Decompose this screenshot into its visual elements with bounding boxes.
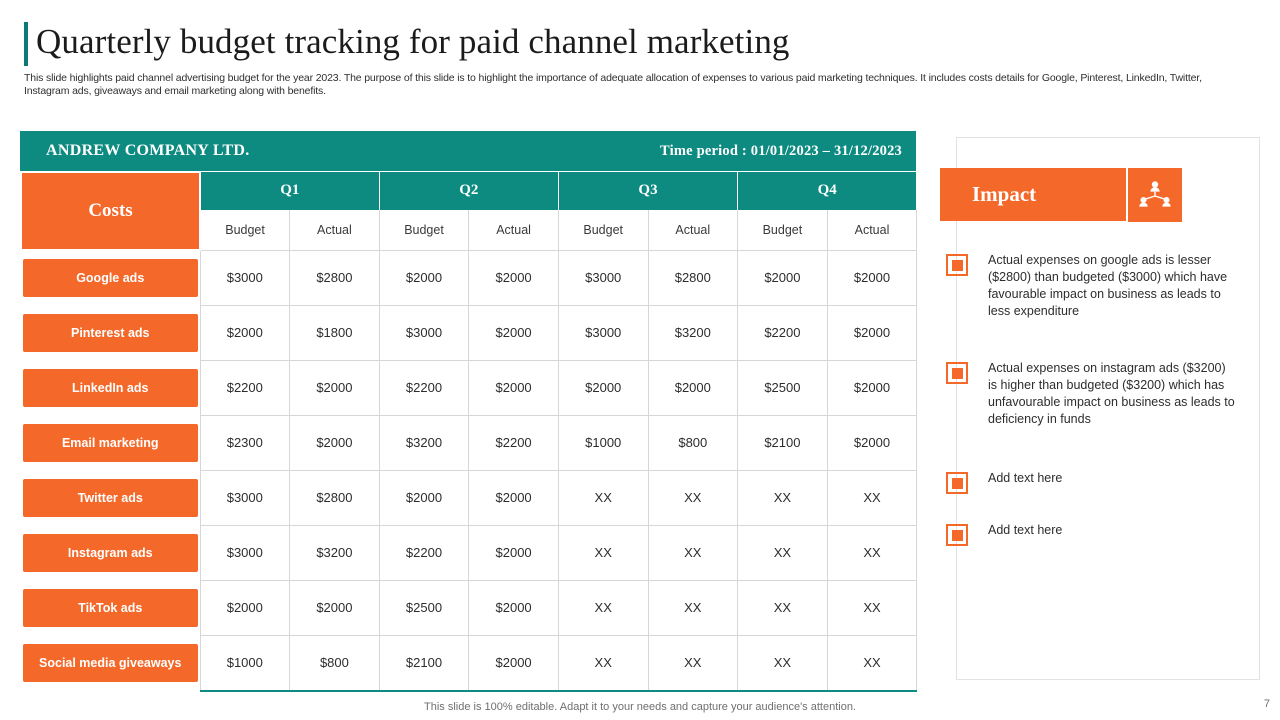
- table-cell: $2000: [648, 360, 738, 415]
- row-label-cell: [21, 360, 200, 415]
- table-cell: XX: [558, 635, 648, 691]
- row-label-cell: [21, 635, 200, 691]
- row-label-google-ads[interactable]: Google ads: [23, 259, 198, 297]
- row-label-instagram-ads[interactable]: Instagram ads: [23, 534, 198, 572]
- subheader-cell: Budget: [558, 210, 648, 250]
- table-cell: $2000: [200, 580, 290, 635]
- table-cell: $2200: [200, 360, 290, 415]
- table-cell: $2000: [379, 250, 469, 305]
- table-cell: XX: [648, 525, 738, 580]
- impact-item-text: Actual expenses on instagram ads ($3200) is higher than budgeted ($3200) which has unfavourable impact on business as leads to deficiency in funds: [988, 361, 1235, 426]
- table-cell: $3000: [558, 305, 648, 360]
- quarter-header-q4: Q4: [738, 172, 917, 210]
- subheader-cell: Budget: [738, 210, 828, 250]
- table-cell: XX: [648, 470, 738, 525]
- table-cell: $2000: [469, 250, 559, 305]
- row-label-cell: [21, 580, 200, 635]
- table-cell: $2200: [379, 360, 469, 415]
- quarter-header-q2: Q2: [379, 172, 558, 210]
- company-name: ANDREW COMPANY LTD.: [46, 142, 250, 159]
- table-cell: $2200: [469, 415, 559, 470]
- bullet-square-icon: [946, 472, 968, 494]
- table-cell: $2000: [827, 250, 917, 305]
- impact-item: [946, 252, 1256, 320]
- table-cell: $3200: [379, 415, 469, 470]
- table-cell: $800: [648, 415, 738, 470]
- table-cell: $1000: [558, 415, 648, 470]
- table-cell: XX: [827, 525, 917, 580]
- table-cell: $2200: [379, 525, 469, 580]
- table-cell: $800: [290, 635, 380, 691]
- network-people-icon: [1126, 166, 1184, 224]
- table-cell: $2000: [469, 360, 559, 415]
- table-cell: $2000: [827, 415, 917, 470]
- impact-list: [946, 252, 1256, 574]
- table-cell: XX: [827, 635, 917, 691]
- table-cell: XX: [648, 635, 738, 691]
- impact-title: Impact: [972, 182, 1037, 206]
- table-cell: XX: [648, 580, 738, 635]
- table-row: [21, 415, 917, 470]
- row-label-linkedin-ads[interactable]: LinkedIn ads: [23, 369, 198, 407]
- subheader-cell: Actual: [648, 210, 738, 250]
- table-cell: $2500: [379, 580, 469, 635]
- quarter-header-q3: Q3: [558, 172, 737, 210]
- impact-header: [940, 168, 1126, 221]
- table-cell: XX: [738, 635, 828, 691]
- row-label-cell: [21, 250, 200, 305]
- table-cell: $3000: [558, 250, 648, 305]
- subheader-cell: Actual: [290, 210, 380, 250]
- company-bar: [20, 131, 916, 171]
- table-cell: XX: [827, 470, 917, 525]
- row-label-email-marketing[interactable]: Email marketing: [23, 424, 198, 462]
- table-row: [21, 525, 917, 580]
- bullet-square-icon: [946, 524, 968, 546]
- table-cell: $2100: [738, 415, 828, 470]
- table-cell: $2000: [469, 635, 559, 691]
- table-cell: $3200: [648, 305, 738, 360]
- table-cell: $2200: [738, 305, 828, 360]
- impact-item: [946, 470, 1256, 494]
- table-cell: XX: [738, 470, 828, 525]
- impact-item-text: Actual expenses on google ads is lesser ($2800) than budgeted ($3000) which have favourable impact on business as leads to less expenditure: [988, 253, 1228, 318]
- subheader-cell: Budget: [379, 210, 469, 250]
- table-cell: $2000: [738, 250, 828, 305]
- table-cell: $2000: [290, 360, 380, 415]
- table-row: [21, 360, 917, 415]
- subheader-cell: Budget: [200, 210, 290, 250]
- table-cell: $2000: [827, 305, 917, 360]
- table-cell: $2000: [290, 415, 380, 470]
- table-cell: XX: [738, 525, 828, 580]
- table-cell: $2000: [469, 470, 559, 525]
- table-cell: $1800: [290, 305, 380, 360]
- table-cell: $2000: [200, 305, 290, 360]
- table-cell: XX: [558, 580, 648, 635]
- impact-item: [946, 522, 1256, 546]
- table-cell: $2500: [738, 360, 828, 415]
- table-cell: $2000: [469, 580, 559, 635]
- subheader-cell: Actual: [469, 210, 559, 250]
- table-cell: $3000: [200, 525, 290, 580]
- row-label-cell: [21, 525, 200, 580]
- bullet-square-icon: [946, 254, 968, 276]
- table-cell: $1000: [200, 635, 290, 691]
- footer-note: This slide is 100% editable. Adapt it to your needs and capture your audience's attention.: [424, 701, 856, 713]
- table-cell: $3000: [379, 305, 469, 360]
- table-row: [21, 305, 917, 360]
- table-cell: $2000: [379, 470, 469, 525]
- impact-item-text: Add text here: [988, 471, 1063, 485]
- table-cell: $2000: [469, 525, 559, 580]
- table-cell: $3000: [200, 250, 290, 305]
- bullet-square-icon: [946, 362, 968, 384]
- page-subtitle: This slide highlights paid channel advertising budget for the year 2023. The purpose of this slide is to highlight the importance of adequate allocation of expenses to various paid marketing techniques. It includes costs details for Google, Pinterest, LinkedIn, Twitter, Instagram ads, giveaways and email marketing along with benefits.: [24, 72, 1202, 97]
- table-cell: $2800: [290, 250, 380, 305]
- subheader-cell: Actual: [827, 210, 917, 250]
- table-cell: XX: [738, 580, 828, 635]
- table-row: [21, 470, 917, 525]
- table-cell: $3200: [290, 525, 380, 580]
- table-cell: $2000: [558, 360, 648, 415]
- row-label-twitter-ads[interactable]: Twitter ads: [23, 479, 198, 517]
- impact-item: [946, 360, 1256, 428]
- table-cell: $3000: [200, 470, 290, 525]
- budget-table-card: [20, 131, 916, 692]
- row-label-pinterest-ads[interactable]: Pinterest ads: [23, 314, 198, 352]
- table-cell: $2300: [200, 415, 290, 470]
- table-cell: $2000: [827, 360, 917, 415]
- table-cell: $2000: [290, 580, 380, 635]
- table-row: [21, 580, 917, 635]
- table-row: [21, 250, 917, 305]
- row-label-cell: [21, 470, 200, 525]
- table-cell: XX: [827, 580, 917, 635]
- time-period: Time period : 01/01/2023 – 31/12/2023: [660, 142, 902, 159]
- row-label-cell: [21, 305, 200, 360]
- table-cell: $2800: [648, 250, 738, 305]
- table-header-row-quarters: [21, 172, 917, 210]
- table-row: [21, 635, 917, 691]
- table-cell: $2000: [469, 305, 559, 360]
- budget-table: [20, 171, 917, 692]
- table-cell: $2800: [290, 470, 380, 525]
- table-cell: XX: [558, 470, 648, 525]
- row-label-social-media-giveaways[interactable]: Social media giveaways: [23, 644, 198, 682]
- page-number: 7: [1263, 698, 1270, 710]
- impact-item-text: Add text here: [988, 523, 1063, 537]
- title-block: [24, 20, 1239, 98]
- row-label-tiktok-ads[interactable]: TikTok ads: [23, 589, 198, 627]
- title-accent-bar: [24, 22, 28, 66]
- table-cell: XX: [558, 525, 648, 580]
- table-cell: $2100: [379, 635, 469, 691]
- costs-header-cell: Costs: [21, 172, 200, 250]
- page-title: Quarterly budget tracking for paid channel marketing: [36, 22, 790, 61]
- row-label-cell: [21, 415, 200, 470]
- quarter-header-q1: Q1: [200, 172, 379, 210]
